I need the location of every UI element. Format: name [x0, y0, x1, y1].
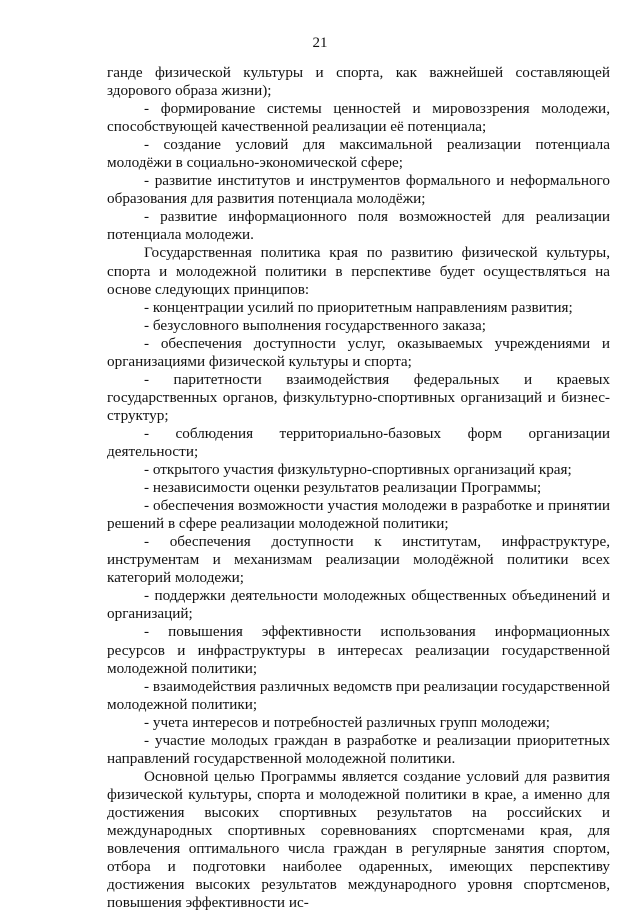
paragraph: - развитие информационного поля возможностей для реализации потенциала молодежи.: [107, 208, 610, 244]
paragraph: - учета интересов и потребностей различных групп молодежи;: [144, 713, 551, 731]
paragraph: - паритетности взаимодействия федеральных и краевых государственных органов, физкультурно-спортивных организаций и бизнес-структур;: [107, 370, 610, 424]
paragraph: - обеспечения доступности к институтам, инфраструктуре, инструментам и механизмам реализации молодёжной политики всех категорий молодежи;: [107, 533, 610, 587]
paragraph: Основной целью Программы является создание условий для развития физической культуры, спорта и молодежной политики в крае, а именно для достижения высоких спортивных результатов на российских и международных спортивных соревнованиях спортсменами края, для вовлечения оптимального числа граждан в регулярные занятия спортом, отбора и подготовки наиболее одаренных, имеющих перспективу достижения высоких результатов международного уровня спортсменов, повышения эффективности ис-: [107, 767, 610, 912]
paragraph: - формирование системы ценностей и мировоззрения молодежи, способствующей качественной реализации её потенциала;: [107, 100, 610, 136]
paragraph: - поддержки деятельности молодежных общественных объединений и организаций;: [107, 587, 610, 623]
paragraph: - создание условий для максимальной реализации потенциала молодёжи в социально-экономической сфере;: [107, 136, 610, 172]
paragraph: - соблюдения территориально-базовых форм организации деятельности;: [107, 424, 610, 460]
document-body: [107, 64, 610, 912]
paragraph: - открытого участия физкультурно-спортивных организаций края;: [144, 461, 572, 479]
page-number: 21: [312, 35, 328, 51]
paragraph: - безусловного выполнения государственного заказа;: [144, 316, 486, 334]
paragraph: - обеспечения возможности участия молодежи в разработке и принятии решений в сфере реализации молодежной политики;: [107, 497, 610, 533]
paragraph: - концентрации усилий по приоритетным направлениям развития;: [144, 298, 573, 316]
paragraph: - участие молодых граждан в разработке и реализации приоритетных направлений государственной молодежной политики.: [107, 731, 610, 767]
paragraph: - развитие институтов и инструментов формального и неформального образования для развития потенциала молодёжи;: [107, 172, 610, 208]
paragraph: - повышения эффективности использования информационных ресурсов и инфраструктуры в интересах реализации государственной молодежной политики;: [107, 623, 610, 677]
paragraph: - взаимодействия различных ведомств при реализации государственной молодежной политики;: [107, 677, 610, 713]
paragraph: ганде физической культуры и спорта, как важнейшей составляющей здорового образа жизни);: [107, 64, 610, 100]
paragraph: - независимости оценки результатов реализации Программы;: [144, 479, 542, 497]
paragraph: - обеспечения доступности услуг, оказываемых учреждениями и организациями физической культуры и спорта;: [107, 334, 610, 370]
paragraph: Государственная политика края по развитию физической культуры, спорта и молодежной политики в перспективе будет осуществляться на основе следующих принципов:: [107, 244, 610, 298]
